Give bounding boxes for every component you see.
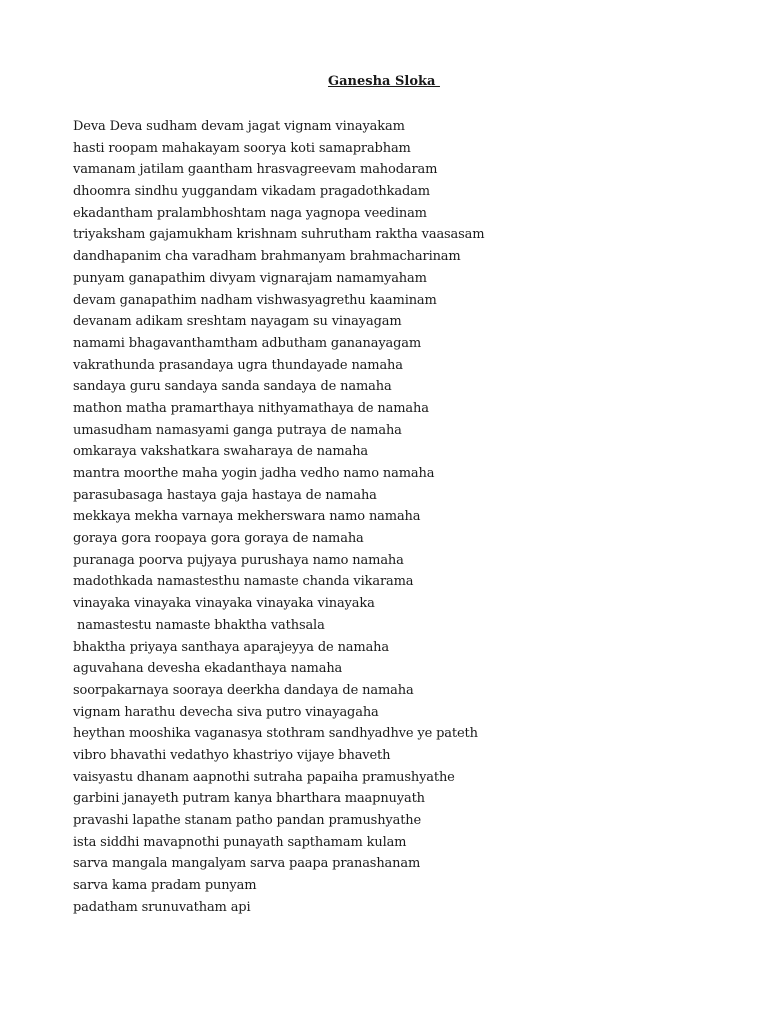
verse-line: vakrathunda prasandaya ugra thundayade namaha	[73, 357, 403, 373]
verse-line: sarva kama pradam punyam	[73, 878, 257, 894]
verse-line: devam ganapathim nadham vishwasyagrethu kaaminam	[73, 292, 437, 308]
verse-line: dhoomra sindhu yuggandam vikadam pragadothkadam	[73, 184, 430, 200]
verse-line: vignam harathu devecha siva putro vinayagaha	[73, 704, 379, 720]
verse-line: umasudham namasyami ganga putraya de namaha	[73, 422, 402, 438]
document-title: Ganesha Sloka	[328, 74, 440, 89]
verse-line: devanam adikam sreshtam nayagam su vinayagam	[73, 314, 402, 330]
verse-line: ekadantham pralambhoshtam naga yagnopa veedinam	[73, 205, 427, 221]
verse-line: mathon matha pramarthaya nithyamathaya de namaha	[73, 400, 429, 416]
verse-line: parasubasaga hastaya gaja hastaya de namaha	[73, 487, 377, 503]
verse-list	[73, 116, 693, 918]
verse-line: puranaga poorva pujyaya purushaya namo namaha	[73, 552, 404, 568]
verse-line: madothkada namastesthu namaste chanda vikarama	[73, 574, 414, 590]
verse-line: namami bhagavanthamtham adbutham gananayagam	[73, 335, 422, 351]
verse-line: vibro bhavathi vedathyo khastriyo vijaye bhaveth	[73, 747, 391, 763]
verse-line: sandaya guru sandaya sanda sandaya de namaha	[73, 379, 392, 395]
verse-line: heythan mooshika vaganasya stothram sandhyadhve ye pateth	[73, 726, 478, 742]
verse-line: omkaraya vakshatkara swaharaya de namaha	[73, 444, 369, 460]
verse-line: vaisyastu dhanam aapnothi sutraha papaiha pramushyathe	[73, 769, 455, 785]
verse-line: hasti roopam mahakayam soorya koti samaprabham	[73, 140, 411, 156]
verse-line: vinayaka vinayaka vinayaka vinayaka vinayaka	[73, 596, 375, 612]
verse-line: namastestu namaste bhaktha vathsala	[73, 617, 325, 633]
verse-line: ista siddhi mavapnothi punayath sapthamam kulam	[73, 834, 407, 850]
verse-line: bhaktha priyaya santhaya aparajeyya de namaha	[73, 639, 389, 655]
verse-line: dandhapanim cha varadham brahmanyam brahmacharinam	[73, 249, 461, 265]
verse-line: pravashi lapathe stanam patho pandan pramushyathe	[73, 813, 422, 828]
verse-line: sarva mangala mangalyam sarva paapa pranashanam	[73, 856, 421, 872]
verse-line: aguvahana devesha ekadanthaya namaha	[73, 661, 343, 677]
verse-line: punyam ganapathim divyam vignarajam namamyaham	[73, 270, 427, 286]
verse-line: vamanam jatilam gaantham hrasvagreevam mahodaram	[73, 162, 438, 178]
verse-line: mekkaya mekha varnaya mekherswara namo namaha	[73, 509, 421, 525]
verse-line: garbini janayeth putram kanya bharthara maapnuyath	[73, 791, 425, 807]
verse-line: triyaksham gajamukham krishnam suhrutham raktha vaasasam	[73, 227, 485, 243]
verse-line: padatham srunuvatham api	[73, 899, 251, 915]
verse-line: goraya gora roopaya gora goraya de namaha	[73, 531, 364, 547]
verse-line: mantra moorthe maha yogin jadha vedho namo namaha	[73, 466, 435, 481]
verse-line: soorpakarnaya sooraya deerkha dandaya de namaha	[73, 682, 414, 698]
verse-line: Deva Deva sudham devam jagat vignam vinayakam	[73, 119, 405, 134]
